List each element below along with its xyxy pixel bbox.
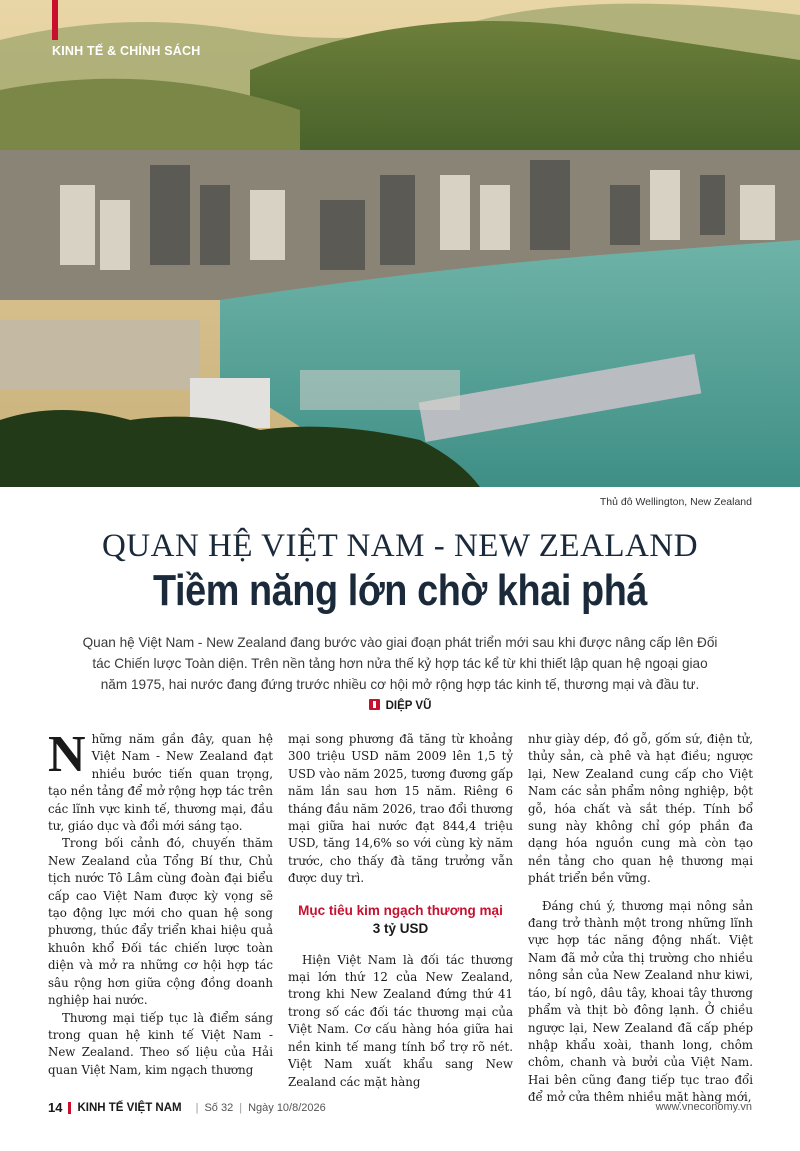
magazine-name: KINH TẾ VIỆT NAM [77,1101,182,1114]
separator: | [195,1101,199,1114]
issue-number: Số 32 [204,1101,234,1114]
footer-left [48,1100,326,1115]
paragraph: như giày dép, đồ gỗ, gốm sứ, điện tử, thủy sản, cà phê và hạt điều; ngược lại, New Zealand cung cấp cho Việt Nam các sản phẩm nông nghiệp, bột gỗ, hóa chất và sắt thép. Tính bổ sung này không chỉ góp phần đa dạng hóa nguồn cung mà còn tạo nền tảng cho quan hệ thương mại phát triển bền vững. [528,732,753,886]
issue-date: Ngày 10/8/2026 [248,1101,326,1114]
hero-photo [0,0,800,487]
paragraph: Thương mại tiếp tục là điểm sáng trong quan hệ kinh tế Việt Nam - New Zealand. Theo số liệu của Hải quan Việt Nam, kim ngạch thương [48,1010,273,1077]
dropcap: N [48,726,86,783]
page-footer [48,1100,752,1118]
paragraph-text: hững năm gần đây, quan hệ Việt Nam - New Zealand đạt nhiều bước tiến quan trọng, tạo nền tảng để mở rộng hợp tác trên các lĩnh vực kinh tế, thương mại, đầu tư, giáo dục và đổi mới sáng tạo. [48,732,273,834]
author-name: DIỆP VŨ [385,700,432,712]
article-headline: Tiềm năng lớn chờ khai phá [153,566,647,615]
section-label: KINH TẾ & CHÍNH SÁCH [52,44,201,58]
column-3 [528,731,753,1107]
section-marker-bar [52,0,58,40]
website-link[interactable]: www.vneconomy.vn [655,1101,752,1113]
pen-icon [369,699,380,710]
byline [0,699,800,712]
article-body [48,726,753,1105]
column-2 [288,731,513,1091]
paragraph [48,726,273,835]
subheading-line-2: 3 tỷ USD [372,920,429,936]
paragraph: Trong bối cảnh đó, chuyến thăm New Zealand của Tổng Bí thư, Chủ tịch nước Tô Lâm cùng đoàn đại biểu cấp cao Việt Nam được kỳ vọng sẽ tạo động lực mới cho quan hệ song phương, thúc đẩy triển khai hiệu quả khuôn khổ Đối tác chiến lược toàn diện và mở ra những cơ hội hợp tác sâu rộng hơn giữa cộng đồng doanh nghiệp hai nước. [48,836,273,1008]
paragraph: mại song phương đã tăng từ khoảng 300 triệu USD năm 2009 lên 1,5 tỷ USD vào năm 2025, tương đương gấp năm lần sau hơn 15 năm. Riêng 6 tháng đầu năm 2026, trao đổi thương mại giữa hai nước đạt 844,4 triệu USD, tăng 14,6% so với cùng kỳ năm trước, cho thấy đà tăng trưởng vẫn được duy trì. [288,732,513,886]
wellington-cityscape-image [0,0,800,487]
article-lead: Quan hệ Việt Nam - New Zealand đang bước vào giai đoạn phát triển mới sau khi được nâng cấp lên Đối tác Chiến lược Toàn diện. Trên nền tảng hơn nửa thế kỷ hợp tác kể từ khi thiết lập quan hệ ngoại giao năm 1975, hai nước đang đứng trước nhiều cơ hội mở rộng hợp tác kinh tế, thương mại và đầu tư. [82,635,718,692]
paragraph: Hiện Việt Nam là đối tác thương mại lớn thứ 12 của New Zealand, trong khi New Zealand đứng thứ 41 trong số các đối tác thương mại của Việt Nam. Cơ cấu hàng hóa giữa hai nền kinh tế mang tính bổ trợ rõ nét. Việt Nam xuất khẩu sang New Zealand các mặt hàng [288,952,513,1089]
column-1 [48,726,273,1079]
page-number: 14 [48,1100,63,1115]
photo-caption: Thủ đô Wellington, New Zealand [599,496,752,508]
paragraph: Đáng chú ý, thương mại nông sản đang trở thành một trong những lĩnh vực hợp tác năng động nhất. Việt Nam đã mở cửa thị trường cho nhiều nông sản của New Zealand như kiwi, táo, bí ngô, dâu tây, khoai tây thương phẩm và thịt bò đông lạnh. Ở chiều ngược lại, New Zealand đã cấp phép nhập khẩu xoài, thanh long, chôm chôm, chanh và bưởi của Việt Nam. Hai bên cũng đang tiếp tục trao đổi để mở cửa thêm nhiều mặt hàng mới, [528,898,753,1105]
separator: | [239,1101,243,1114]
subheading-line-1: Mục tiêu kim ngạch thương mại [298,902,503,918]
subheading [288,902,513,938]
section-tag [52,44,200,58]
footer-accent-bar [68,1102,71,1114]
article-kicker: QUAN HỆ VIỆT NAM - NEW ZEALAND [101,528,699,564]
